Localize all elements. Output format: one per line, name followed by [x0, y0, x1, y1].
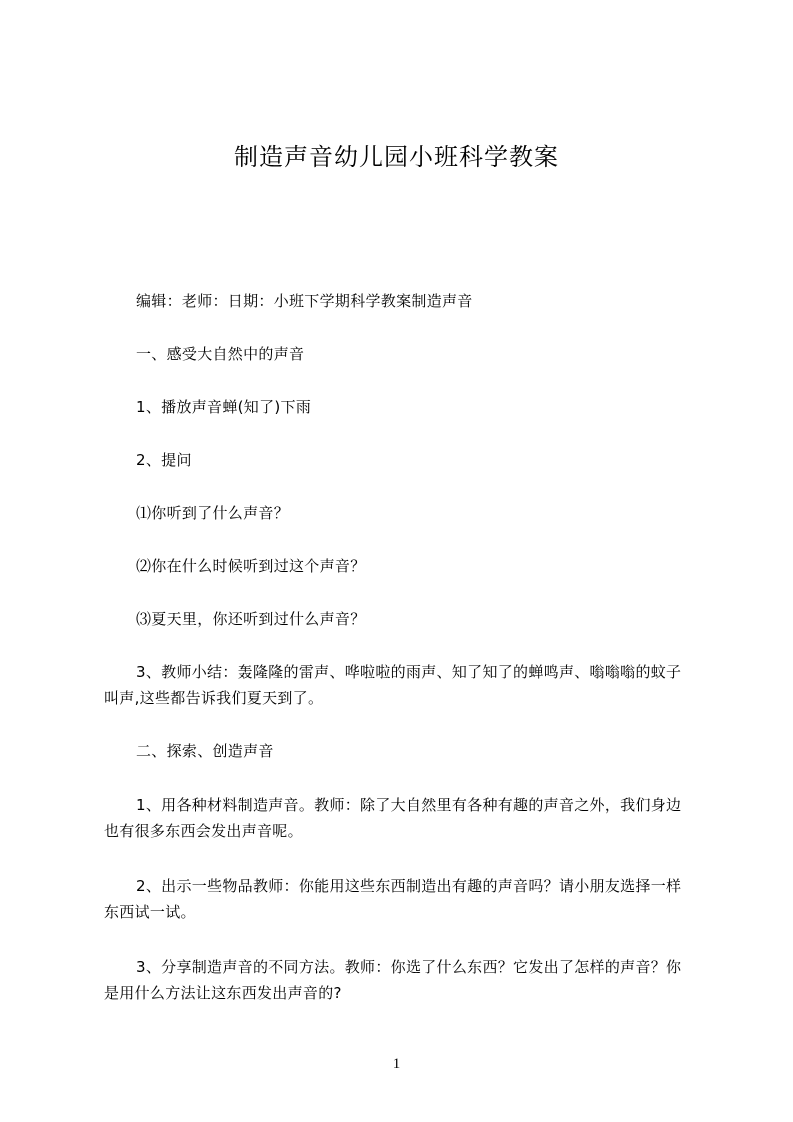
question-3: ⑶夏天里，你还听到过什么声音？: [136, 610, 366, 628]
editor-info-line: 编辑：老师：日期：小班下学期科学教案制造声音: [136, 292, 473, 310]
step-2-1: 1、用各种材料制造声音。教师：除了大自然里有各种有趣的声音之外，我们身边也有很多东西会发出声音呢。: [104, 796, 682, 840]
page-number: 1: [392, 1056, 401, 1072]
step-2-2: 2、出示一些物品教师：你能用这些东西制造出有趣的声音吗？请小朋友选择一样东西试一试。: [104, 877, 682, 921]
step-1-3-summary: 3、教师小结：轰隆隆的雷声、哗啦啦的雨声、知了知了的蝉鸣声、嗡嗡嗡的蚊子叫声,这些都告诉我们夏天到了。: [104, 663, 682, 707]
step-1-2: 2、提问: [136, 451, 192, 469]
section-heading-1: 一、感受大自然中的声音: [136, 345, 305, 363]
section-heading-2: 二、探索、创造声音: [136, 742, 274, 760]
question-1: ⑴你听到了什么声音？: [136, 504, 290, 522]
question-2: ⑵你在什么时候听到过这个声音？: [136, 557, 366, 575]
step-1-1: 1、播放声音蝉(知了)下雨: [136, 398, 312, 416]
step-2-3: 3、分享制造声音的不同方法。教师：你选了什么东西？它发出了怎样的声音？你是用什么方法让这东西发出声音的?: [104, 958, 682, 1002]
document-title: 制造声音幼儿园小班科学教案: [234, 143, 559, 171]
